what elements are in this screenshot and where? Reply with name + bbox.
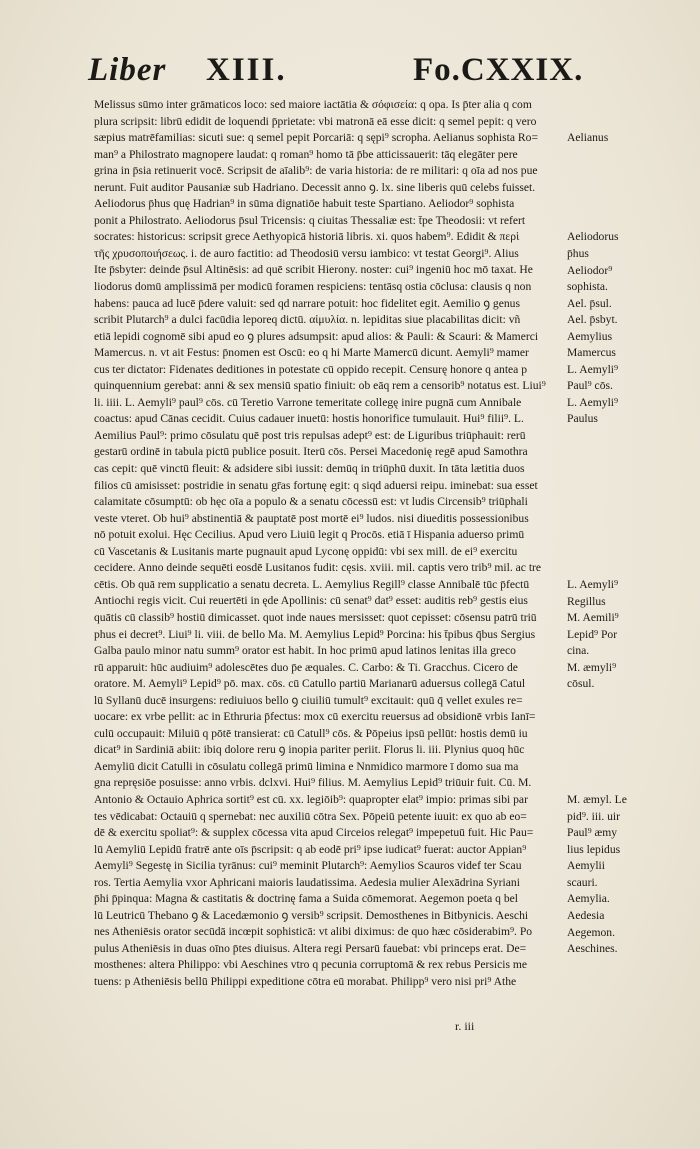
text-line: culū occupauit: Miluiū q pōtē transierat: cū Catull⁹ cōs. & Pōpeius ipsū pellūt: hostis demū iu <box>94 726 528 740</box>
text-line: p̄hi p̄pinqua: Magna & castitatis & doctrinę fama a Suida cōmemorat. Aegemon poeta q bel <box>94 892 519 906</box>
text-line: quātis cū classib⁹ hostiū dimicasset. quot inde naues mersisset: quot cepisset: cōsensu patrū triū <box>94 610 537 624</box>
text-line: scribit Plutarch⁹ a dulci facūdia leporeq dictū. αἰμυλία. n. lepiditas siue placabilitas dicit: vñ <box>94 313 521 327</box>
text-line: τῆς χρυσοποιήσεως. i. de auro factitio: ad Theodosiū versu iambico: vt testat Georgi⁹. Alius <box>94 246 519 260</box>
text-line: Antiochi regis vicit. Cui reuertēti in ęde Apollinis: cū senat⁹ dat⁹ esset: auditis reb⁹ gestis eius <box>94 594 528 608</box>
text-line: dē & exercitu spoliat⁹: & supplex cōcessa vita apud Circeios relegat⁹ impepetuū fuit. Hic Pau= <box>94 826 534 840</box>
margin-note: sophista. <box>567 280 608 294</box>
margin-note: M. æmyli⁹ <box>567 660 617 674</box>
text-line: rū apparuit: hūc audiuim⁹ adolescētes duo p̄e æquales. C. Carbo: & Ti. Gracchus. Cicero de <box>94 660 518 674</box>
text-line: nerunt. Fuit auditor Pausaniæ sub Hadriano. Decessit anno ꝯ. lx. sine liberis quū celebs fuisset. <box>94 180 536 194</box>
main-text-column <box>94 97 562 991</box>
text-line: Antonio & Octauio Aphrica sortit⁹ est cū. xx. legiōib⁹: quapropter elat⁹ impio: primas sibi par <box>94 792 528 806</box>
text-line: pulus Atheniēsis in duas oīno p̄tes diuisus. Altera regi Persarū fauebat: vbi princeps erat. De= <box>94 941 527 955</box>
text-line: ros. Tertia Aemylia vxor Aphricani maioris laudatissima. Aedesia mulier Alexādrina Syriani <box>94 875 520 889</box>
text-line: calamitate cōsumptū: ob hęc oīa a populo & a senatu cōcessū est: vt ludis Circensib⁹ triūphali <box>94 495 528 509</box>
margin-note: lius lepidus <box>567 842 621 856</box>
margin-note: Paulus <box>567 412 598 426</box>
text-line: habens: pauca ad lucē p̄dere valuit: sed qd narrare potuit: hoc fidelitet egit. Aemilio ꝯ genus <box>94 296 520 310</box>
text-line: quinquennium gerebat: anni & sex mensiū spatio finiuit: ob eāq rem a censorib⁹ notatus est. Liui⁹ <box>94 379 546 393</box>
margin-note: cina. <box>567 644 590 658</box>
text-line: Aemyli⁹ Segestę in Sicilia tyrānus: cui⁹ meminit Plutarch⁹: Aemylios Scauros videf ter Scau <box>94 859 522 873</box>
margin-note: scauri. <box>567 875 598 889</box>
margin-note: Mamercus <box>567 346 616 360</box>
header-book-number: XIII. <box>206 52 287 88</box>
margin-note: Paul⁹ æmy <box>567 826 618 840</box>
text-line: veste vteret. Ob hui⁹ abstinentiā & pauptatē post mortē ei⁹ ludos. nisi diueditis possessionibus <box>94 511 529 525</box>
margin-note: L. Aemyli⁹ <box>567 362 619 376</box>
text-line: oratore. M. Aemyli⁹ Lepid⁹ pō. max. cōs. cū Catullo partiū Marianarū aduersus collegā Catul <box>94 677 526 691</box>
text-line: gna repręsiōe posuisse: anno vrbis. dclxvi. Hui⁹ filius. M. Aemylius Lepid⁹ triūuir fuit. Cū. M. <box>94 776 532 790</box>
margin-note: Aegemon. <box>567 925 615 939</box>
margin-note: Paul⁹ cōs. <box>567 379 613 393</box>
margin-note: Aedesia <box>567 908 605 922</box>
margin-note: M. æmyl. Le <box>567 793 627 807</box>
text-line: nō potuit exolui. Hęc Cecilius. Apud vero Liuiū legit q Procōs. etiā ī Hispania aduerso primū <box>94 528 525 542</box>
text-line: lū Aemyliū Lepidū fratrē ante oīs p̄scripsit: q ab eodē pri⁹ ipse iudicat⁹ fuerat: auctor Appian⁹ <box>94 842 527 856</box>
margin-note: p̄hus <box>567 246 589 260</box>
text-line: plura scripsit: librū edidit de loquendi p̄prietate: vbi matronā eā esse dicit: q semel pepit: q vero <box>94 114 537 128</box>
text-line: cas cepit: quē vinctū fleuit: & adsidere sibi iussit: demūq in triūphū duxit. In tāta lætitia duos <box>94 462 525 476</box>
text-line: etiā lepidi cognomē sibi apud eo ꝯ plures adsumpsit: apud alios: & Pauli: & Scauri: & Mamerci <box>94 329 539 343</box>
margin-note: Aeliodor⁹ <box>567 263 613 277</box>
margin-note: Aemylii <box>567 859 605 873</box>
text-line: li. iiii. L. Aemyli⁹ paul⁹ cōs. cū Teretio Varrone temeritate collegę inire pugnā cum Annibale <box>94 395 522 409</box>
text-line: Aemilius Paul⁹: primo cōsulatu quē post tris repulsas adept⁹ est: de Liguribus triūphauit: rerū <box>94 428 526 442</box>
text-line: Ite p̄sbyter: deinde p̄sul Altinēsis: ad quē scribit Hierony. noster: cui⁹ ingeniū hoc mō taxat. He <box>94 263 533 277</box>
text-line: Aeliodorus p̄hus quę Hadrian⁹ in sūma dignatiōe habuit teste Spartiano. Aeliodor⁹ sophista <box>94 197 515 211</box>
header-liber: Liber <box>88 52 167 88</box>
signature-mark: r. iii <box>455 1019 475 1033</box>
margin-note: M. Aemili⁹ <box>567 611 619 625</box>
margin-note: Aemylius <box>567 329 613 343</box>
header-folio-number: Fo.CXXIX. <box>413 52 584 88</box>
text-line: Galba paulo minor natu summ⁹ orator est habit. In hoc primū apud latinos lenitas illa greco <box>94 644 516 658</box>
text-line: cētis. Ob quā rem supplicatio a senatu decreta. L. Aemylius Regill⁹ classe Annibalē tūc p̄fectū <box>94 577 530 591</box>
text-line: tes vēdicabat: Octauiū q spernebat: nec auxiliū cōtra Sex. Pōpeiū petente iuuit: ex quo ab eo= <box>94 809 527 823</box>
text-line: cū Vascetanis & Lusitanis marte pugnauit apud Lyconę oppidū: vbi sex mill. de ei⁹ exercitu <box>94 544 518 558</box>
text-line: socrates: historicus: scripsit grece Aethyopicā historiā libris. xi. quos habem⁹. Edidit & περὶ <box>94 230 520 244</box>
text-line: Melissus sūmo inter grāmaticos loco: sed maiore iactātia & σόφισεία: q opa. Is p̄ter alia q com <box>94 98 532 111</box>
margin-note: Aeschines. <box>567 942 618 956</box>
text-line: nes Atheniēsis orator secūdā incœpit sophisticā: vt alibi diximus: de quo hæc cōsiderabim⁹. Po <box>94 925 533 939</box>
margin-note: Regillus <box>567 594 606 608</box>
margin-note: Aeliodorus <box>567 230 619 244</box>
text-line: lū Leutricū Thebano ꝯ & Lacedæmonio ꝯ versib⁹ scripsit. Demosthenes in Bitbynicis. Aeschi <box>94 908 529 922</box>
margin-note: L. Aemyli⁹ <box>567 395 619 409</box>
text-line: mosthenes: altera Philippo: vbi Aeschines vtro q pecunia corruptomā & rex rebus Persicis me <box>94 958 528 972</box>
margin-note: Ael. p̄sbyt. <box>567 313 618 327</box>
text-line: liodorus domū amplissimā per modicū foramen respiciens: tentāsq ostia cōclusa: clausis q non <box>94 280 532 294</box>
text-line: man⁹ a Philostrato magnopere laudat: q roman⁹ homo tā p̄be atticissauerit: tāq elegāter pere <box>94 147 518 161</box>
text-line: tuens: p Atheniēsis bellū Philippi expeditione cōtra eū morabat. Philipp⁹ vero nisi pri⁹ Athe <box>94 974 517 988</box>
text-line: cus ter dictator: Fidenates deditiones in potestate cū oppido recepit. Censurę honore q antea p <box>94 362 528 376</box>
margin-note: Ael. p̄sul. <box>567 296 612 310</box>
text-line: Aemyliū dicit Catulli in cōsulatu collegā primū limina e Nnmidico marmore ī domo sua ma <box>94 759 519 773</box>
margin-note: Aemylia. <box>567 892 610 906</box>
text-line: uocare: ex vrbe pellit: ac in Ethruria p̄fectus: mox cū exercitu reuersus ad obsidionē vrbis Ianī= <box>94 710 536 724</box>
margin-note: cōsul. <box>567 677 595 691</box>
text-line: sæpius matrēfamilias: sicuti sue: q semel pepit Porcariā: q sępi⁹ scropha. Aelianus sophista Ro= <box>94 131 538 145</box>
text-line: grina in p̄sia retinuerit vocē. Scripsit de aīalib⁹: de varia historia: de re militari: q oīa ad nos pue <box>94 164 538 178</box>
text-line: lū Syllanū ducē insurgens: rediuiuos bello ꝯ ciuiliū tumult⁹ excitauit: quū q̄ vellet exules re= <box>94 693 523 707</box>
text-line: phus ei decret⁹. Liui⁹ li. viii. de bello Ma. M. Aemylius Lepid⁹ Porcina: his t̄pibus q̄bus Sergius <box>94 627 536 641</box>
running-header <box>88 52 608 98</box>
text-line: filios cū amisisset: postridie in senatu gr̄as fortunę egit: q siqd aduersi reipu. iminebat: sua esset <box>94 478 538 492</box>
margin-note: L. Aemyli⁹ <box>567 577 619 591</box>
text-line: Mamercus. n. vt ait Festus: p̄nomen est Oscū: eo q hi Marte Mamercū dicunt. Aemyli⁹ mamer <box>94 346 529 360</box>
text-line: cecidere. Anno deinde sequēti eosdē Lusitanos fudit: cęsis. xviii. mil. captis vero trib⁹ mil. ac tre <box>94 561 542 575</box>
text-line: ponit a Philostrato. Aeliodorus p̄sul Tricensis: q ciuitas Thessaliæ est: t̄pe Theodosii: vt refert <box>94 213 526 227</box>
margin-note: Aelianus <box>567 131 609 145</box>
text-line: coactus: apud Cānas cecidit. Cuius cadauer inuetū: hostis honorifice tumulauit. Hui⁹ filii⁹. L. <box>94 412 524 426</box>
margin-note: Lepid⁹ Por <box>567 627 618 641</box>
margin-note: pid⁹. iii. uir <box>567 809 620 823</box>
text-line: dicat⁹ in Sardiniā abiit: ibiq dolore reru ꝯ inopia pariter periit. Florus li. iii. Plynius quoq hūc <box>94 743 525 757</box>
text-line: gestarū ordinē in tabula pictū publice posuit. Iterū cōs. Persei Macedonię regē apud Samothra <box>94 445 528 459</box>
